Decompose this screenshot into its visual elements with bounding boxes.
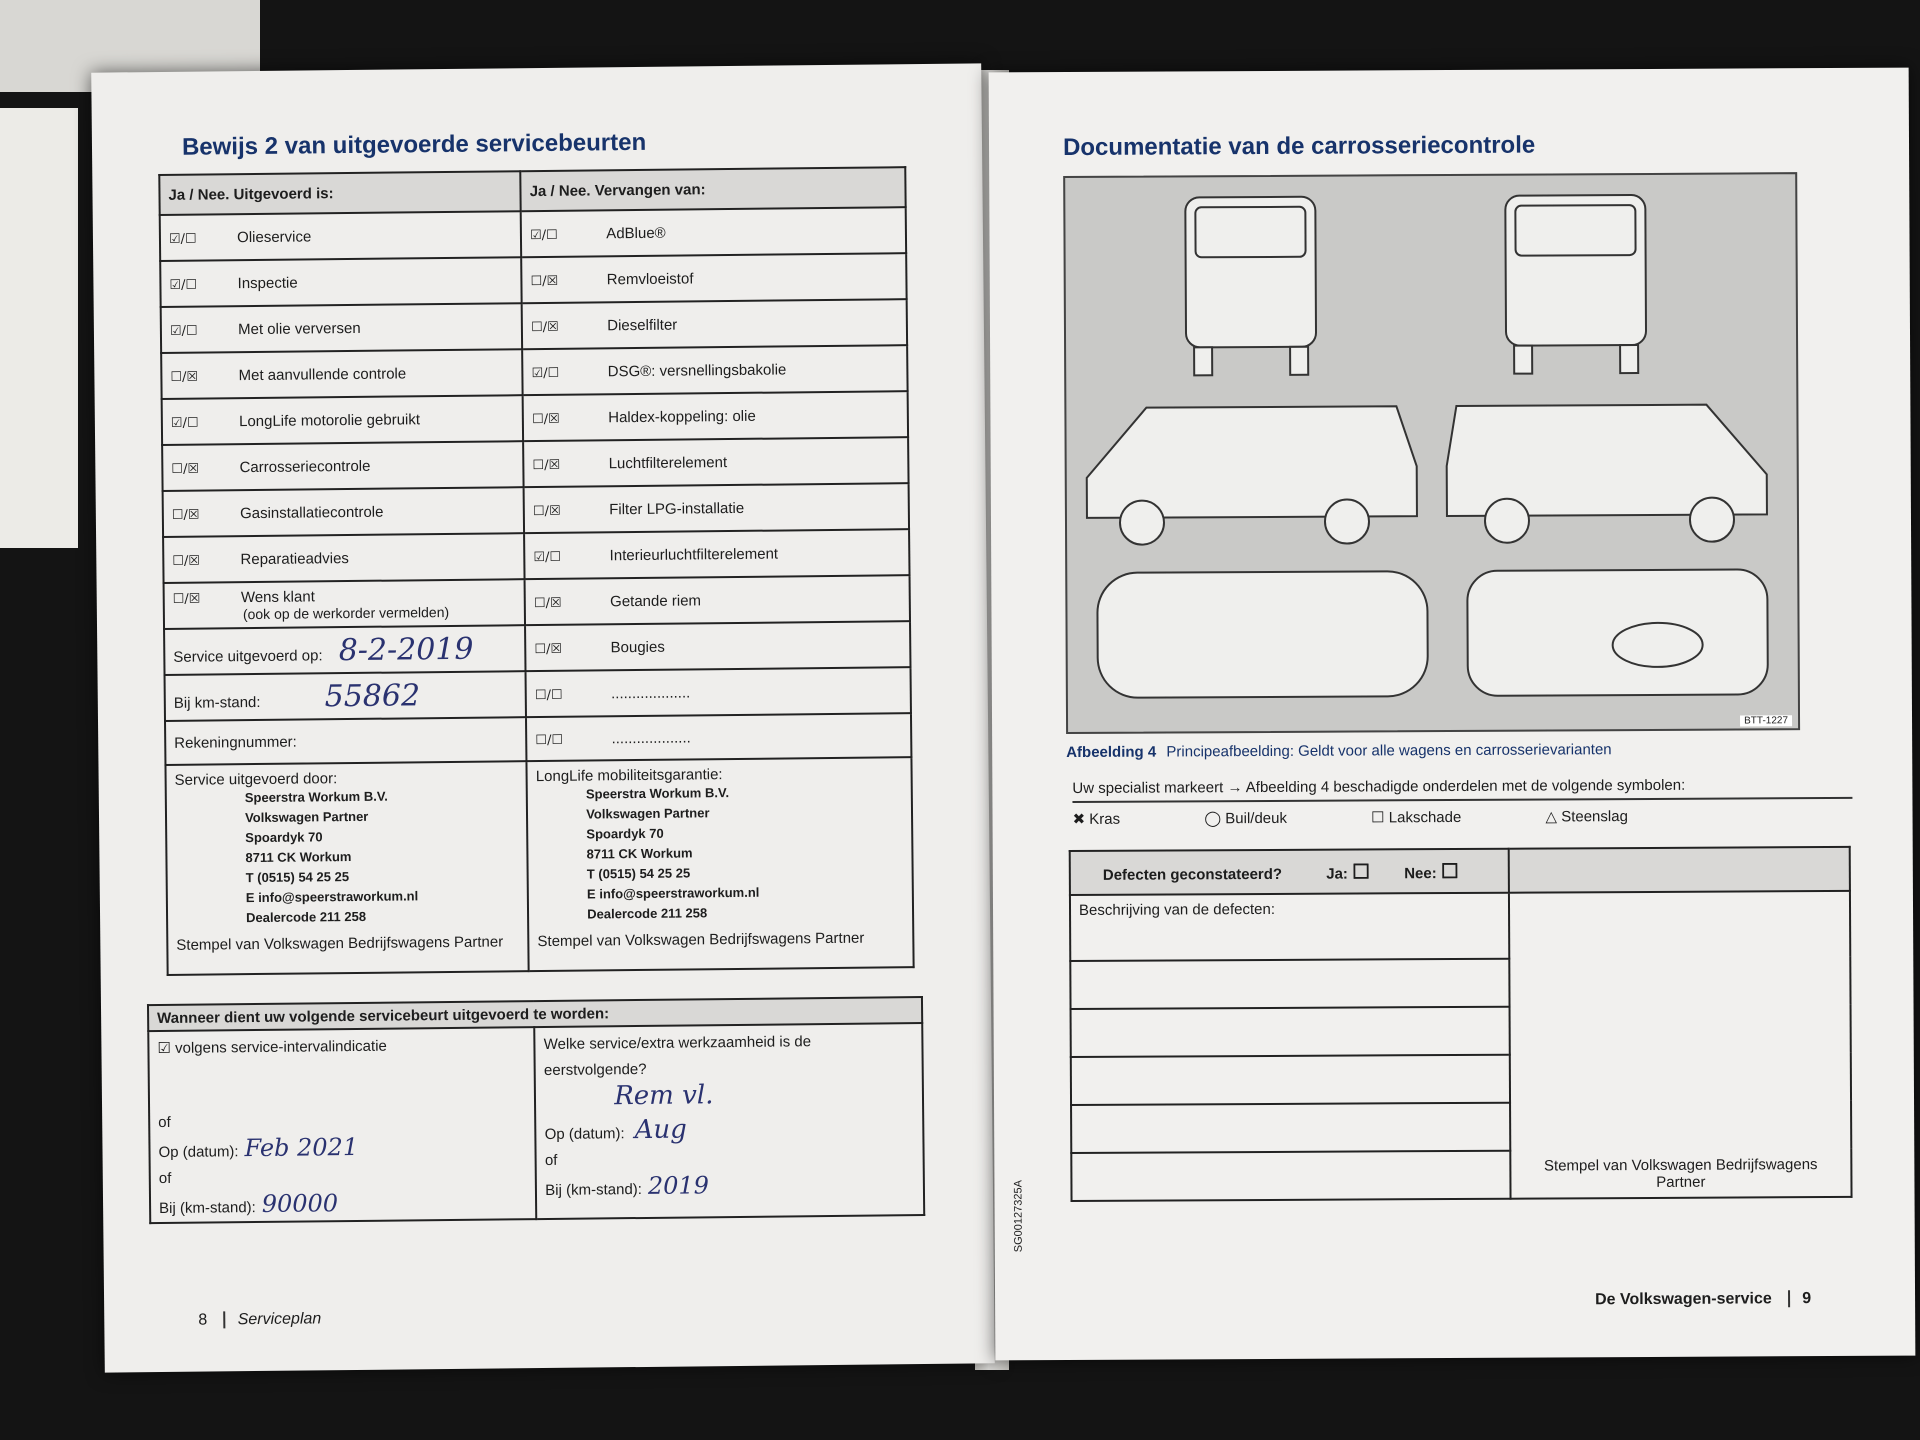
bougies-checkbox[interactable]: ☐/☒ [534,641,563,657]
next-which: Welke service/extra werkzaamheid is de eerstvolgende? [543,1033,812,1080]
symbol-kras: ✖ Kras [1072,810,1121,828]
service-replaced-cell [524,483,909,533]
longlife-label: LongLife mobiliteitsgarantie: [535,766,723,786]
replaced-checkbox[interactable]: ☑/☐ [530,227,558,243]
done-label: Met aanvullende controle [238,364,407,384]
service-done-cell [162,441,524,491]
caption-text: Principeafbeelding: Geldt voor alle wagens en carrosserievarianten [1166,741,1612,761]
stamp-line: Speerstra Workum B.V. [585,785,730,802]
vehicle-diagram [1063,172,1800,734]
op-datum-label: Op (datum): [158,1143,239,1162]
done-checkbox[interactable]: ☑/☐ [169,277,198,293]
stamp-line: T (0515) 54 25 25 [586,865,691,882]
done-label: Met olie verversen [237,319,361,338]
left-page-footer [198,1310,321,1329]
service-done-cell [162,395,524,445]
ja-checkbox[interactable]: ☐ [1352,860,1371,884]
service-row [160,207,906,261]
col2-header: Ja / Nee. Vervangen van: [520,167,905,211]
defects-table [1069,846,1853,1202]
dealer-stamp-right [586,781,904,924]
done-label: Wens klant [240,587,315,606]
service-row [162,437,908,491]
blank-checkbox-1[interactable]: ☐/☐ [534,687,563,703]
km-cell [165,671,527,721]
van-outline-drawing [1065,174,1798,732]
stamp-caption-left: Stempel van Volkswagen Bedrijfswagens Partner [176,933,504,954]
replaced-checkbox[interactable]: ☐/☒ [531,411,560,427]
stamp-line: E info@speerstraworkum.nl [245,888,419,906]
op-datum-left: Feb 2021 [244,1132,359,1163]
diagram-caption [1066,741,1612,761]
rekening-cell: Rekeningnummer: [165,717,527,765]
right-footer-label: De Volkswagen-service [1595,1290,1772,1309]
defects-label: Defecten geconstateerd? [1102,865,1283,884]
blank-row-1 [526,667,911,717]
service-replaced-cell [522,299,907,349]
next-service-table [147,996,925,1224]
replaced-checkbox[interactable]: ☐/☒ [530,273,559,289]
nee-label: Nee: [1404,864,1437,882]
service-row [163,529,909,583]
done-checkbox[interactable]: ☐/☒ [170,369,199,385]
stamp-line: T (0515) 54 25 25 [245,869,350,886]
next-left-cell [148,1027,536,1223]
replaced-checkbox[interactable]: ☐/☒ [530,319,559,335]
done-checkbox[interactable]: ☐/☒ [171,461,200,477]
km-right: 2019 [647,1171,710,1200]
interval-checkbox[interactable]: ☑ [157,1039,171,1058]
of-label-1: of [158,1113,171,1132]
background-paper-left [0,108,78,548]
service-date-value: 8-2-2019 [338,631,474,668]
caption-label: Afbeelding 4 [1066,743,1157,762]
next-service-header: Wanneer dient uw volgende servicebeurt uitgevoerd te worden: [148,997,922,1031]
service-replaced-cell [521,253,906,303]
stamp-line: Volkswagen Partner [586,805,710,822]
done-checkbox[interactable]: ☐/☒ [172,591,201,607]
stamp-line: Dealercode 211 258 [587,905,708,922]
bougies-label: Bougies [610,638,665,656]
symbol-lak: ☐ Lakschade [1371,808,1462,827]
service-by-cell [165,761,528,975]
bougies-cell [525,621,910,671]
done-label: Olieservice [237,227,312,246]
stamp-line: Volkswagen Partner [244,808,369,826]
service-table [158,166,914,976]
service-done-cell [161,303,523,353]
van-top-view [1097,571,1428,698]
done-checkbox[interactable]: ☑/☐ [169,323,198,339]
replaced-label: Getande riem [610,591,702,610]
ja-label: Ja: [1326,865,1348,883]
defects-header [1070,849,1509,895]
stamp-line: Spoardyk 70 [245,829,323,846]
replaced-label: Dieselfilter [607,316,678,334]
replaced-label: AdBlue® [606,224,666,242]
stamp-line: 8711 CK Workum [245,849,352,866]
service-replaced-cell [525,575,910,625]
km-label: Bij km-stand: [173,693,261,712]
done-label: Carrosseriecontrole [239,457,371,476]
next-which-hand: Rem vl. [614,1080,714,1112]
replaced-checkbox[interactable]: ☐/☒ [532,503,561,519]
stamp-line: 8711 CK Workum [586,845,693,862]
service-done-cell [163,533,525,583]
blank-row-2 [526,713,911,761]
description-line[interactable] [1071,1007,1510,1057]
damage-symbols [1072,807,1707,828]
service-date-cell [164,625,526,675]
done-label: Reparatieadvies [240,549,349,568]
done-checkbox[interactable]: ☑/☐ [168,231,197,247]
description-line[interactable] [1071,1055,1510,1105]
stamp-caption-right-page: Stempel van Volkswagen Bedrijfswagens Partner [1509,891,1852,1199]
service-row [163,483,909,537]
left-page-name: Serviceplan [237,1310,322,1329]
col1-header: Ja / Nee. Uitgevoerd is: [159,171,521,215]
replaced-label: Haldex-koppeling: olie [608,407,756,426]
description-line[interactable] [1070,959,1509,1009]
km-value: 55862 [324,677,421,714]
stamp-line: Spoardyk 70 [586,825,664,842]
service-done-cell [160,211,522,261]
km-stand-label: Bij (km-stand): [159,1199,256,1218]
replaced-label: Interieurluchtfilterelement [609,545,779,564]
service-date-label: Service uitgevoerd op: [173,646,323,666]
blank-dots-2: ................... [611,728,691,747]
description-line[interactable] [1071,1103,1510,1153]
service-by-label: Service uitgevoerd door: [174,770,338,789]
service-row [164,575,910,629]
instruction-text: Uw specialist markeert → Afbeelding 4 beschadigde onderdelen met de volgende symbolen: [1072,776,1852,803]
blank-checkbox-2[interactable]: ☐/☐ [535,732,564,748]
left-page-title: Bewijs 2 van uitgevoerde servicebeurten [181,128,647,161]
service-replaced-cell [523,437,908,487]
description-line[interactable] [1071,1151,1510,1201]
right-page-number: 9 [1802,1290,1812,1308]
replaced-label: Filter LPG-installatie [609,499,745,518]
right-page-title: Documentatie van de carrosseriecontrole [1062,131,1536,162]
service-done-cell [163,487,525,537]
blank-dots-1: ................... [610,683,691,702]
next-right-cell [535,1023,925,1219]
service-done-cell [164,579,526,629]
km-left: 90000 [261,1189,339,1218]
dealer-stamp-left [245,785,520,928]
service-done-cell [160,257,522,307]
of-label-3: of [544,1151,558,1170]
service-replaced-cell [522,345,907,395]
nee-checkbox[interactable]: ☐ [1440,860,1459,883]
replaced-label: Remvloeistof [606,269,694,288]
stamp-line: Dealercode 211 258 [245,908,367,926]
of-label-2: of [158,1169,172,1188]
left-page [91,63,995,1372]
service-replaced-cell [524,529,909,579]
done-sublabel: (ook op de werkorder vermelden) [242,603,450,622]
stamp-line: E info@speerstraworkum.nl [586,884,760,902]
service-replaced-cell [521,207,906,257]
side-code: SG00127325A [1012,1180,1025,1253]
replaced-label: DSG®: versnellingsbakolie [607,360,787,380]
done-label: LongLife motorolie gebruikt [238,410,421,430]
left-page-number: 8 [198,1311,208,1329]
replaced-checkbox[interactable]: ☐/☒ [533,595,562,611]
service-row [161,299,907,353]
done-label: Inspectie [237,274,298,292]
right-page-footer [1595,1290,1811,1309]
right-page [989,68,1916,1361]
replaced-checkbox[interactable]: ☑/☐ [531,365,560,381]
next-interval: volgens service-intervalindicatie [174,1037,387,1057]
done-checkbox[interactable]: ☐/☒ [172,553,201,569]
service-row [160,253,906,307]
done-checkbox[interactable]: ☐/☒ [171,507,200,523]
stamp-caption-right: Stempel van Volkswagen Bedrijfswagens Partner [537,929,865,951]
op-datum-right: Aug [634,1114,687,1146]
replaced-label: Luchtfilterelement [608,453,728,472]
replaced-checkbox[interactable]: ☑/☐ [533,549,562,565]
km-stand-label-right: Bij (km-stand): [545,1180,643,1200]
longlife-cell [527,757,914,971]
service-row [162,391,908,445]
op-datum-label-right: Op (datum): [544,1125,625,1144]
diagram-code: BTT-1227 [1740,715,1792,726]
service-row [161,345,907,399]
service-replaced-cell [523,391,908,441]
stamp-line: Speerstra Workum B.V. [244,788,388,806]
done-checkbox[interactable]: ☑/☐ [170,415,199,431]
symbol-buil: ◯ Buil/deuk [1204,809,1288,828]
done-label: Gasinstallatiecontrole [239,503,384,522]
replaced-checkbox[interactable]: ☐/☒ [532,457,561,473]
symbol-steenslag: △ Steenslag [1545,808,1628,826]
service-done-cell [161,349,523,399]
van-underbody-view [1467,569,1768,696]
description-label: Beschrijving van de defecten: [1070,893,1509,961]
